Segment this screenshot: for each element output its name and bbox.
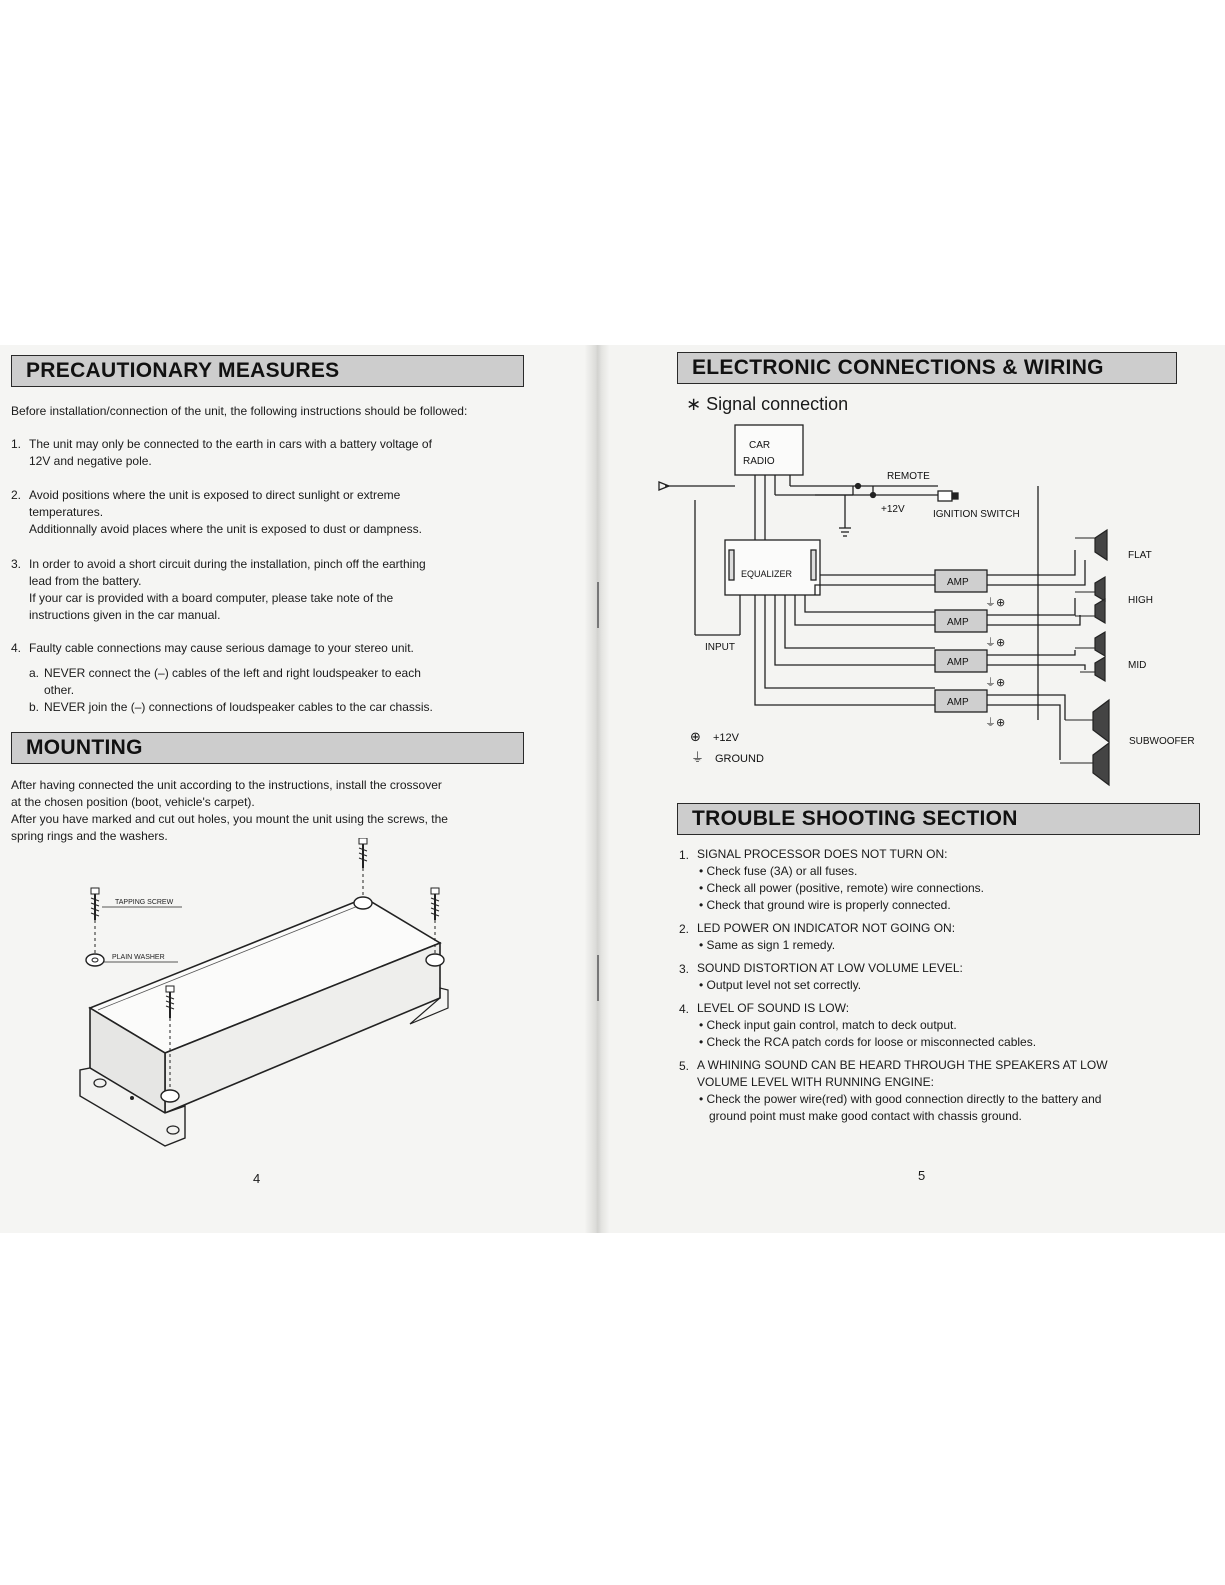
trouble-bullet: • Check input gain control, match to deck output.	[699, 1018, 957, 1032]
plain-washer	[161, 1090, 179, 1102]
item-line: Additionnally avoid places where the unit is exposed to dust or dampness.	[29, 522, 422, 536]
intro-text: Before installation/connection of the unit, the following instructions should be followed:	[11, 404, 468, 418]
trouble-title: LED POWER ON INDICATOR NOT GOING ON:	[697, 921, 956, 935]
trouble-title: A WHINING SOUND CAN BE HEARD THROUGH THE SPEAKERS AT LOW	[697, 1058, 1108, 1072]
item-line: temperatures.	[29, 505, 104, 519]
car-radio-label: RADIO	[743, 456, 775, 467]
tapping-screw	[431, 888, 439, 920]
svg-text:⏚⊕: ⏚⊕	[985, 717, 1006, 729]
subitem-label: a.	[29, 666, 40, 680]
plus12v-label: +12V	[881, 504, 905, 515]
mounting-line: After you have marked and cut out holes, you mount the unit using the screws, the	[11, 812, 448, 826]
trouble-number: 3.	[679, 962, 690, 976]
trouble-number: 2.	[679, 922, 690, 936]
page-number-left: 4	[253, 1171, 261, 1186]
speaker-high	[1095, 599, 1105, 623]
speaker-mid	[1095, 632, 1105, 656]
trouble-number: 1.	[679, 848, 690, 862]
trouble-number: 4.	[679, 1002, 690, 1016]
signal-connection-title: ∗ Signal connection	[686, 394, 849, 414]
amp-label: AMP	[947, 577, 969, 588]
plain-washer	[426, 954, 444, 966]
mounting-illustration	[70, 838, 490, 1158]
subitem-line: NEVER connect the (–) cables of the left and right loudspeaker to each	[44, 666, 421, 680]
item-number: 4.	[11, 641, 22, 655]
item-line: Avoid positions where the unit is exposed to direct sunlight or extreme	[29, 488, 401, 502]
trouble-bullet: • Output level not set correctly.	[699, 978, 862, 992]
car-radio-label: CAR	[749, 440, 771, 451]
item-line: The unit may only be connected to the earth in cars with a battery voltage of	[29, 437, 432, 451]
plain-washer-label: PLAIN WASHER	[112, 954, 165, 961]
legend-plus12v: +12V	[713, 732, 739, 744]
trouble-bullet: • Same as sign 1 remedy.	[699, 938, 836, 952]
equalizer-box	[725, 540, 820, 595]
fold-mark	[597, 955, 599, 1001]
speaker-subwoofer	[1093, 743, 1109, 785]
fold-mark	[597, 582, 599, 628]
svg-text:⏚⊕: ⏚⊕	[985, 677, 1006, 689]
speaker-subwoofer	[1093, 700, 1109, 742]
ignition-switch-label: IGNITION SWITCH	[933, 509, 1020, 520]
input-label: INPUT	[705, 642, 735, 653]
item-number: 3.	[11, 557, 22, 571]
tapping-screw	[91, 888, 99, 920]
tapping-screw-label: TAPPING SCREW	[115, 899, 174, 906]
speaker-mid	[1095, 657, 1105, 681]
speaker-flat	[1095, 530, 1107, 560]
page-number-right: 5	[918, 1168, 926, 1183]
trouble-bullet: • Check fuse (3A) or all fuses.	[699, 864, 858, 878]
subitem-label: b.	[29, 700, 40, 714]
trouble-bullet: • Check the power wire(red) with good connection directly to the battery and	[699, 1092, 1102, 1106]
remote-label: REMOTE	[887, 471, 930, 482]
trouble-title: VOLUME LEVEL WITH RUNNING ENGINE:	[697, 1075, 934, 1089]
wiring-diagram	[655, 420, 1200, 788]
item-number: 2.	[11, 488, 22, 502]
legend-ground: GROUND	[715, 753, 764, 765]
amp-label: AMP	[947, 697, 969, 708]
speaker-high	[1095, 577, 1105, 601]
tapping-screw	[359, 838, 367, 868]
item-line: 12V and negative pole.	[29, 454, 152, 468]
trouble-heading: TROUBLE SHOOTING SECTION	[677, 803, 1200, 835]
subitem-line: NEVER join the (–) connections of loudspeaker cables to the car chassis.	[44, 700, 433, 714]
plus12v-symbol: ⊕	[690, 729, 701, 744]
speaker-label-high: HIGH	[1128, 595, 1153, 606]
item-line: lead from the battery.	[29, 574, 142, 588]
precaution-heading: PRECAUTIONARY MEASURES	[11, 355, 524, 387]
svg-text:⏚⊕: ⏚⊕	[985, 637, 1006, 649]
item-number: 1.	[11, 437, 22, 451]
trouble-bullet: • Check the RCA patch cords for loose or misconnected cables.	[699, 1035, 1037, 1049]
trouble-bullet: • Check all power (positive, remote) wire connections.	[699, 881, 984, 895]
ground-symbol: ⏚	[691, 750, 705, 765]
plain-washer	[354, 897, 372, 909]
trouble-bullet-continued: ground point must make good contact with chassis ground.	[709, 1109, 1022, 1123]
mounting-line: at the chosen position (boot, vehicle's carpet).	[11, 795, 255, 809]
svg-text:⏚⊕: ⏚⊕	[985, 597, 1006, 609]
mounting-line: After having connected the unit according to the instructions, install the crossover	[11, 778, 442, 792]
wiring-heading: ELECTRONIC CONNECTIONS & WIRING	[677, 352, 1177, 384]
item-line: instructions given in the car manual.	[29, 608, 221, 622]
trouble-title: LEVEL OF SOUND IS LOW:	[697, 1001, 850, 1015]
speaker-label-flat: FLAT	[1128, 550, 1152, 561]
amp-label: AMP	[947, 657, 969, 668]
plain-washer	[86, 954, 104, 966]
item-line: In order to avoid a short circuit during the installation, pinch off the earthing	[29, 557, 426, 571]
trouble-title: SIGNAL PROCESSOR DOES NOT TURN ON:	[697, 847, 948, 861]
item-line: If your car is provided with a board computer, please take note of the	[29, 591, 394, 605]
speaker-label-mid: MID	[1128, 660, 1147, 671]
equalizer-label: EQUALIZER	[741, 569, 793, 579]
trouble-title: SOUND DISTORTION AT LOW VOLUME LEVEL:	[697, 961, 963, 975]
mounting-heading: MOUNTING	[11, 732, 524, 764]
speaker-label-subwoofer: SUBWOOFER	[1129, 736, 1195, 747]
mounting-line: spring rings and the washers.	[11, 829, 168, 843]
item-line: Faulty cable connections may cause serious damage to your stereo unit.	[29, 641, 414, 655]
subitem-line: other.	[44, 683, 75, 697]
trouble-bullet: • Check that ground wire is properly connected.	[699, 898, 951, 912]
trouble-number: 5.	[679, 1059, 690, 1073]
amp-label: AMP	[947, 617, 969, 628]
led-dot	[130, 1096, 134, 1100]
